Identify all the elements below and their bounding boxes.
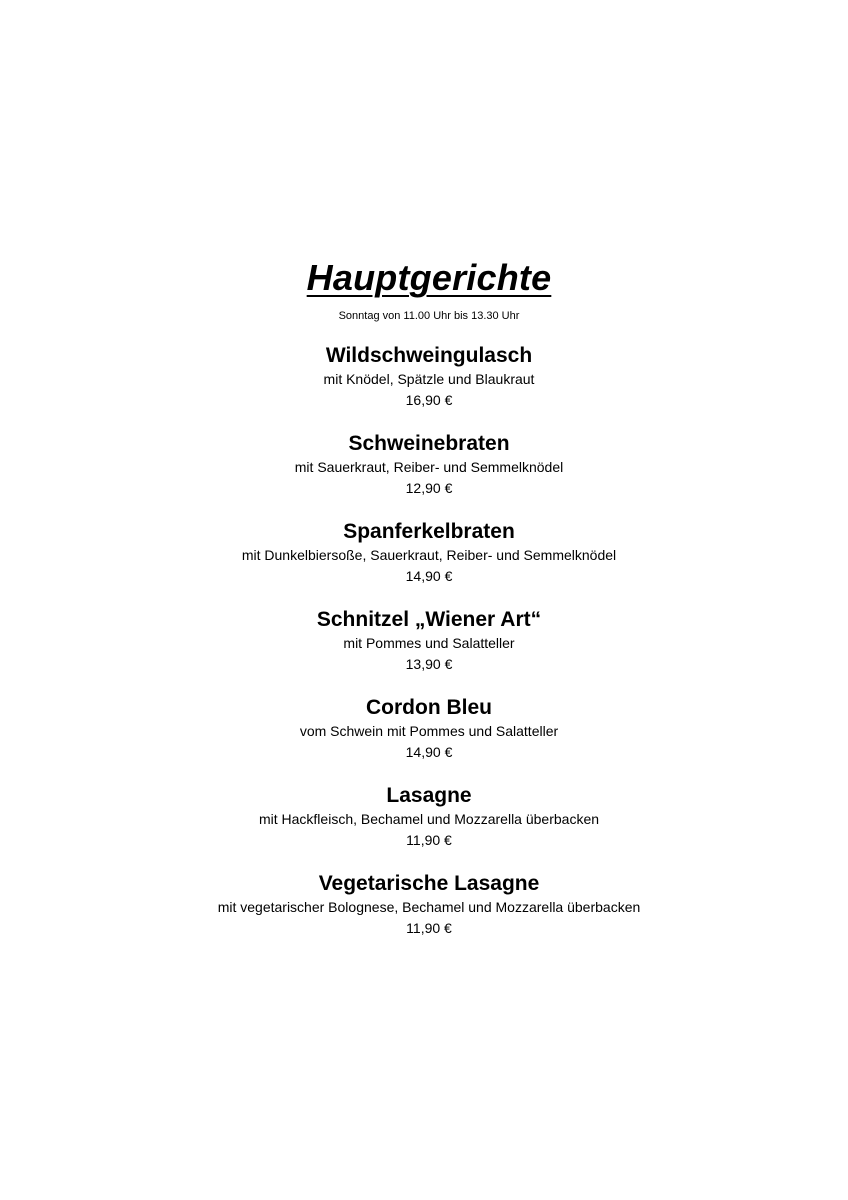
dish-price: 11,90 € <box>406 920 452 936</box>
dish-name: Schweinebraten <box>348 432 510 455</box>
menu-subtitle: Sonntag von 11.00 Uhr bis 13.30 Uhr <box>338 310 520 322</box>
dish-name: Vegetarische Lasagne <box>318 872 540 895</box>
dish-item-schnitzel <box>0 607 848 675</box>
dish-description: mit Sauerkraut, Reiber- und Semmelknödel <box>294 459 564 475</box>
menu-title: Hauptgerichte <box>306 257 552 298</box>
dish-name: Spanferkelbraten <box>343 520 515 543</box>
dish-item-lasagne <box>0 783 848 851</box>
dish-description: mit Pommes und Salatteller <box>343 635 515 651</box>
dish-price: 13,90 € <box>405 656 453 672</box>
dish-description: mit Knödel, Spätzle und Blaukraut <box>323 371 535 387</box>
dish-price: 12,90 € <box>405 480 453 496</box>
dish-description: mit Hackfleisch, Bechamel und Mozzarella überbacken <box>258 811 600 827</box>
dish-item-cordon-bleu <box>0 695 848 763</box>
dish-name: Lasagne <box>386 784 472 807</box>
menu-page <box>0 256 848 939</box>
dish-item-schweinebraten <box>0 431 848 499</box>
dish-name: Cordon Bleu <box>366 696 492 719</box>
dish-price: 11,90 € <box>406 832 452 848</box>
dish-name: Wildschweingulasch <box>325 344 533 367</box>
dish-item-spanferkelbraten <box>0 519 848 587</box>
dish-price: 14,90 € <box>405 568 453 584</box>
dish-item-wildschweingulasch <box>0 343 848 411</box>
dish-item-vegetarische-lasagne <box>0 871 848 939</box>
dish-description: mit vegetarischer Bolognese, Bechamel und Mozzarella überbacken <box>217 899 641 915</box>
dish-description: vom Schwein mit Pommes und Salatteller <box>299 723 559 739</box>
dish-description: mit Dunkelbiersoße, Sauerkraut, Reiber- und Semmelknödel <box>241 547 617 563</box>
dish-price: 14,90 € <box>405 744 453 760</box>
dish-name: Schnitzel „Wiener Art“ <box>316 608 542 631</box>
dish-price: 16,90 € <box>405 392 453 408</box>
